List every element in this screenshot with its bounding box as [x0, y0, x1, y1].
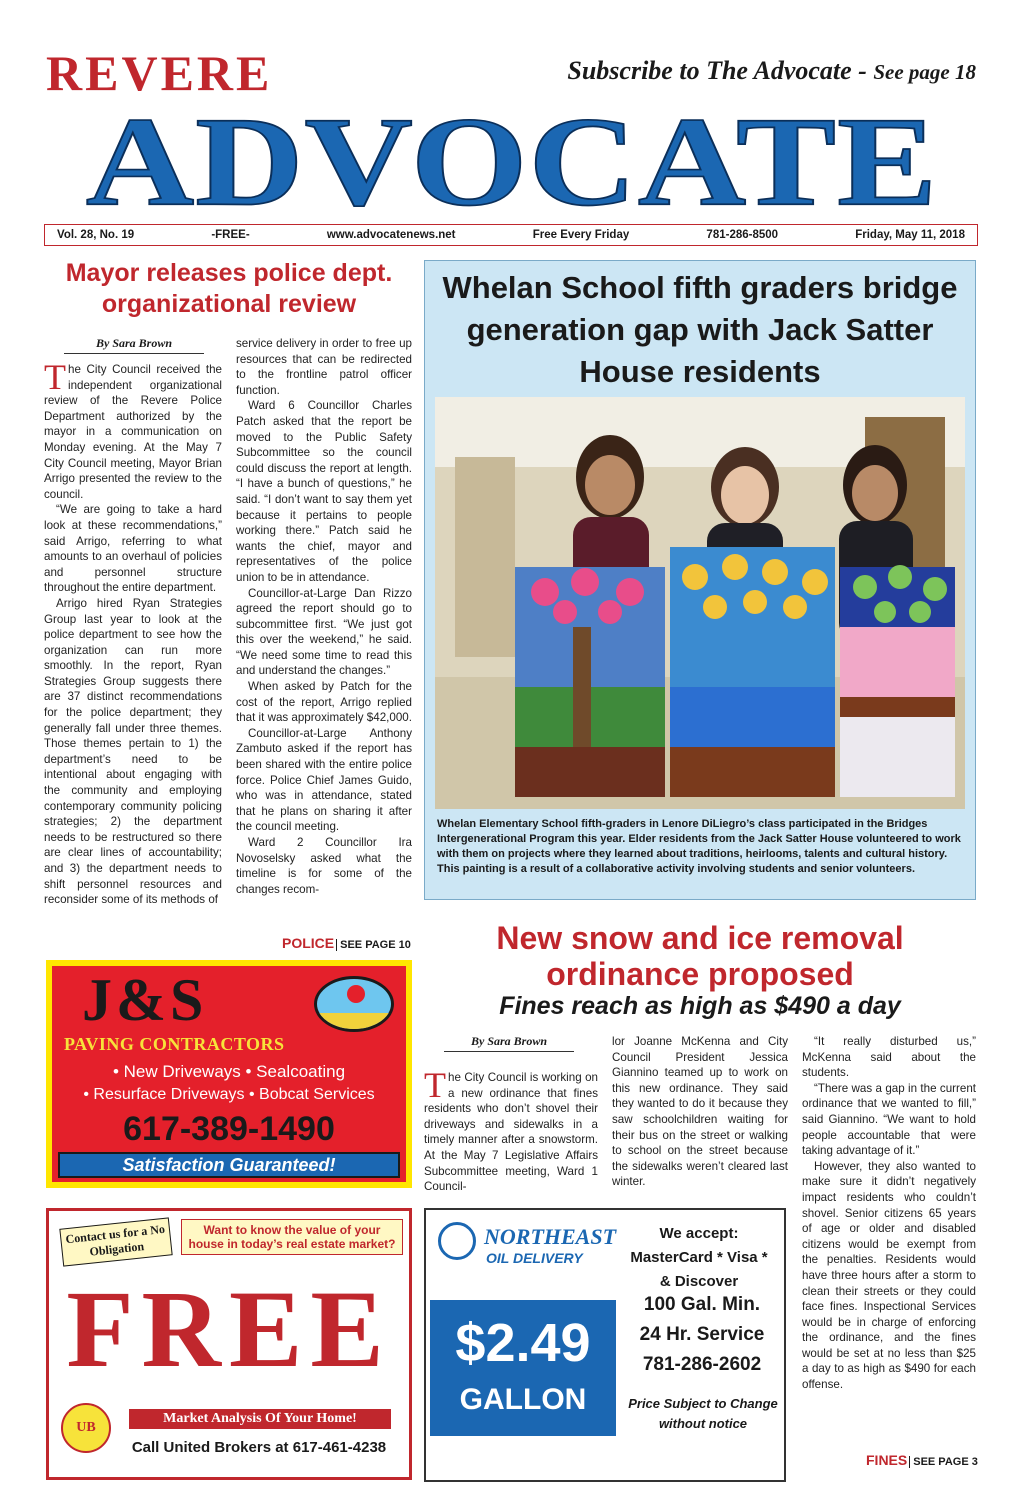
js-tagline: Satisfaction Guaranteed!: [122, 1155, 336, 1175]
issue-date: Friday, May 11, 2018: [855, 229, 965, 241]
price-box: [430, 1300, 616, 1436]
whelan-headline[interactable]: Whelan School fifth graders bridge generation gap with Jack Satter House residents: [442, 270, 958, 389]
police-paragraph: When asked by Patch for the cost of the report, Arrigo replied that it was approximately $42,000.: [236, 680, 412, 725]
masthead-revere: REVERE: [46, 45, 273, 101]
snow-paragraph: lor Joanne McKenna and City Council President Jessica Giannino teamed up to work on this new ordinance. They said they wanted to do it because they saw schoolchildren waiting for their bus on the street or walking to school on the street because the sidewalks weren’t cleared last winter.: [612, 1035, 788, 1189]
subscribe-text: Subscribe to The Advocate -: [567, 56, 874, 85]
police-paragraph: Councillor-at-Large Anthony Zambuto asked if the report has been shared with the entire police force. Police Chief James Guido, who was in attendance, stated that he plans on sharing it after the council meeting.: [236, 726, 412, 834]
snow-paragraph: “It really disturbed us,” McKenna said about the students.: [802, 1035, 976, 1080]
jump-word: FINES: [866, 1452, 908, 1468]
snow-column-2: [612, 1034, 788, 1190]
snow-paragraph: However, they also wanted to make sure it didn’t negatively impact residents who couldn’t shovel. Senior citizens 65 years of age or older and disabled citizens would be exempt from the penalties. Residents would have three hours after a storm to clean their streets or they could face fines. Inspectional Services would be in charge of enforcing the ordinance, and the fines would be set at no less than $25 a day to as high as $490 for each offense.: [802, 1159, 976, 1392]
js-services-line2: • Resurface Driveways • Bobcat Services: [83, 1086, 375, 1103]
police-paragraph: Ward 6 Councillor Charles Patch asked that the report be moved to the Public Safety Subcommittee so the council could discuss the report at length. “I have a bunch of questions,” he said. “I don’t want to say them yet because it pertains to people working there.” Patch said he wants the chief, mayor and representatives of the police union to be in attendance.: [236, 399, 412, 584]
js-services-line1: • New Driveways • Sealcoating: [112, 1062, 346, 1081]
police-paragraph: Arrigo hired Ryan Strategies Group last year to look at the police department to see how the organization can run more smoothly. In the report, Ryan Strategies Group suggests there are 37 distinct recommendations for the police department; they generally fall under three themes. Those themes pertain to 1) the department’s need to be intentional about engaging with the community and employing contemporary community policing strategies; 2) the department needs to be restructured so there are clear lines of accountability; and 3) the department needs to shift personnel resources and reconsider some of its methods of: [44, 596, 222, 907]
market-analysis-bar: Market Analysis Of Your Home!: [129, 1409, 391, 1429]
police-column-1: [44, 357, 222, 908]
ship-wheel-icon: [438, 1222, 476, 1260]
police-dropcap: T: [44, 357, 66, 397]
police-byline: By Sara Brown: [64, 336, 204, 354]
students-photo-illustration: [435, 397, 965, 809]
free-label: -FREE-: [211, 229, 250, 241]
js-tagline-bar: [58, 1152, 400, 1178]
phone: 781-286-8500: [706, 229, 779, 241]
ne-accept: We accept: MasterCard * Visa * & Discover: [630, 1225, 768, 1290]
frequency: Free Every Friday: [532, 229, 630, 241]
jump-word: POLICE: [282, 935, 335, 951]
ub-badge-text: UB: [76, 1420, 96, 1435]
northeast-oil-ad[interactable]: [424, 1208, 786, 1482]
united-brokers-ad[interactable]: [46, 1208, 412, 1480]
snow-paragraph: he City Council is working on a new ordinance that fines residents who don’t shovel their driveways and sidewalks in a timely manner after a snowstorm. At the May 7 Legislative Affairs Subcommittee meeting, Ward 1 Council-: [424, 1071, 598, 1194]
snow-subhead: Fines reach as high as $490 a day: [499, 992, 901, 1020]
ne-phone[interactable]: 781-286-2602: [642, 1354, 762, 1375]
ne-brand-2: OIL DELIVERY: [486, 1250, 583, 1266]
police-paragraph: Ward 2 Councillor Ira Novoselsky asked what the timeline is for some of the changes recom-: [236, 836, 412, 896]
js-company: PAVING CONTRACTORS: [64, 1034, 285, 1054]
jump-page: SEE PAGE 10: [336, 939, 411, 951]
police-paragraph: he City Council received the independent organizational review of the Revere Police Department authorized by the mayor in a communication on Monday evening. At the May 7 City Council meeting, Mayor Brian Arrigo presented the review to the council.: [44, 363, 222, 501]
js-paving-ad[interactable]: [46, 960, 412, 1188]
issue-info-bar: [44, 224, 978, 246]
snow-headline[interactable]: New snow and ice removal ordinance proposed: [496, 920, 904, 992]
js-logo: J&S: [82, 967, 208, 1033]
snow-paragraph: “There was a gap in the current ordinance that we wanted to fill,” said Giannino. “We want to hold people accountable that were taking advantage of it.”: [802, 1081, 976, 1158]
jump-page: SEE PAGE 3: [909, 1456, 978, 1468]
subscribe-page: See page 18: [873, 60, 976, 84]
subscribe-promo[interactable]: [567, 56, 976, 86]
police-paragraph: “We are going to take a hard look at these recommendations,” said Arrigo, referring to what amounts to an overhaul of policies and personnel structure throughout the entire department.: [44, 503, 222, 595]
snow-column-3: [802, 1034, 976, 1393]
website-link[interactable]: www.advocatenews.net: [326, 229, 456, 241]
free-headline: FREE: [66, 1268, 392, 1390]
snow-column-1: [424, 1065, 598, 1195]
police-column-2: [236, 336, 412, 897]
united-brokers-phone[interactable]: Call United Brokers at 617-461-4238: [131, 1439, 387, 1456]
ub-badge: [61, 1403, 111, 1453]
ne-brand-1: NORTHEAST: [484, 1224, 617, 1249]
ne-service: 24 Hr. Service: [639, 1324, 765, 1345]
snow-dropcap: T: [424, 1065, 446, 1105]
students-photo: [435, 397, 965, 809]
ne-note: Price Subject to Change without notice: [628, 1396, 778, 1431]
ne-min: 100 Gal. Min.: [643, 1294, 761, 1315]
volume: Vol. 28, No. 19: [57, 229, 135, 241]
police-paragraph: service delivery in order to free up resources that can be redirected to the frontline patrol officer function.: [236, 337, 412, 397]
contact-box: Contact us for a No Obligation: [59, 1217, 172, 1266]
sunset-tree-logo: [314, 976, 394, 1032]
question-box: Want to know the value of your house in today’s real estate market?: [181, 1219, 403, 1255]
snow-byline: By Sara Brown: [444, 1034, 574, 1052]
photo-caption: Whelan Elementary School fifth-graders in Lenore DiLiegro’s class participated in the Bridges Intergenerational Program this year. Elder residents from the Jack Satter House volunteered to work with them on projects where they learned about traditions, heirlooms, talents and cultural history. This painting is a result of a collaborative activity involving students and senior volunteers.: [437, 818, 961, 875]
masthead-advocate: ADVOCATE: [85, 91, 939, 233]
ne-unit: GALLON: [459, 1383, 587, 1416]
police-headline[interactable]: Mayor releases police dept. organizational review: [65, 259, 393, 318]
ne-price: $2.49: [455, 1313, 591, 1373]
whelan-feature-box: [424, 260, 976, 900]
snow-jump-link[interactable]: [866, 1452, 978, 1468]
js-phone[interactable]: 617-389-1490: [123, 1110, 335, 1148]
police-jump-link[interactable]: [282, 935, 411, 951]
police-paragraph: Councillor-at-Large Dan Rizzo agreed the report should go to subcommittee first. “We just got this over the weekend,” he said. “We need some time to read this and understand the changes.”: [236, 586, 412, 678]
